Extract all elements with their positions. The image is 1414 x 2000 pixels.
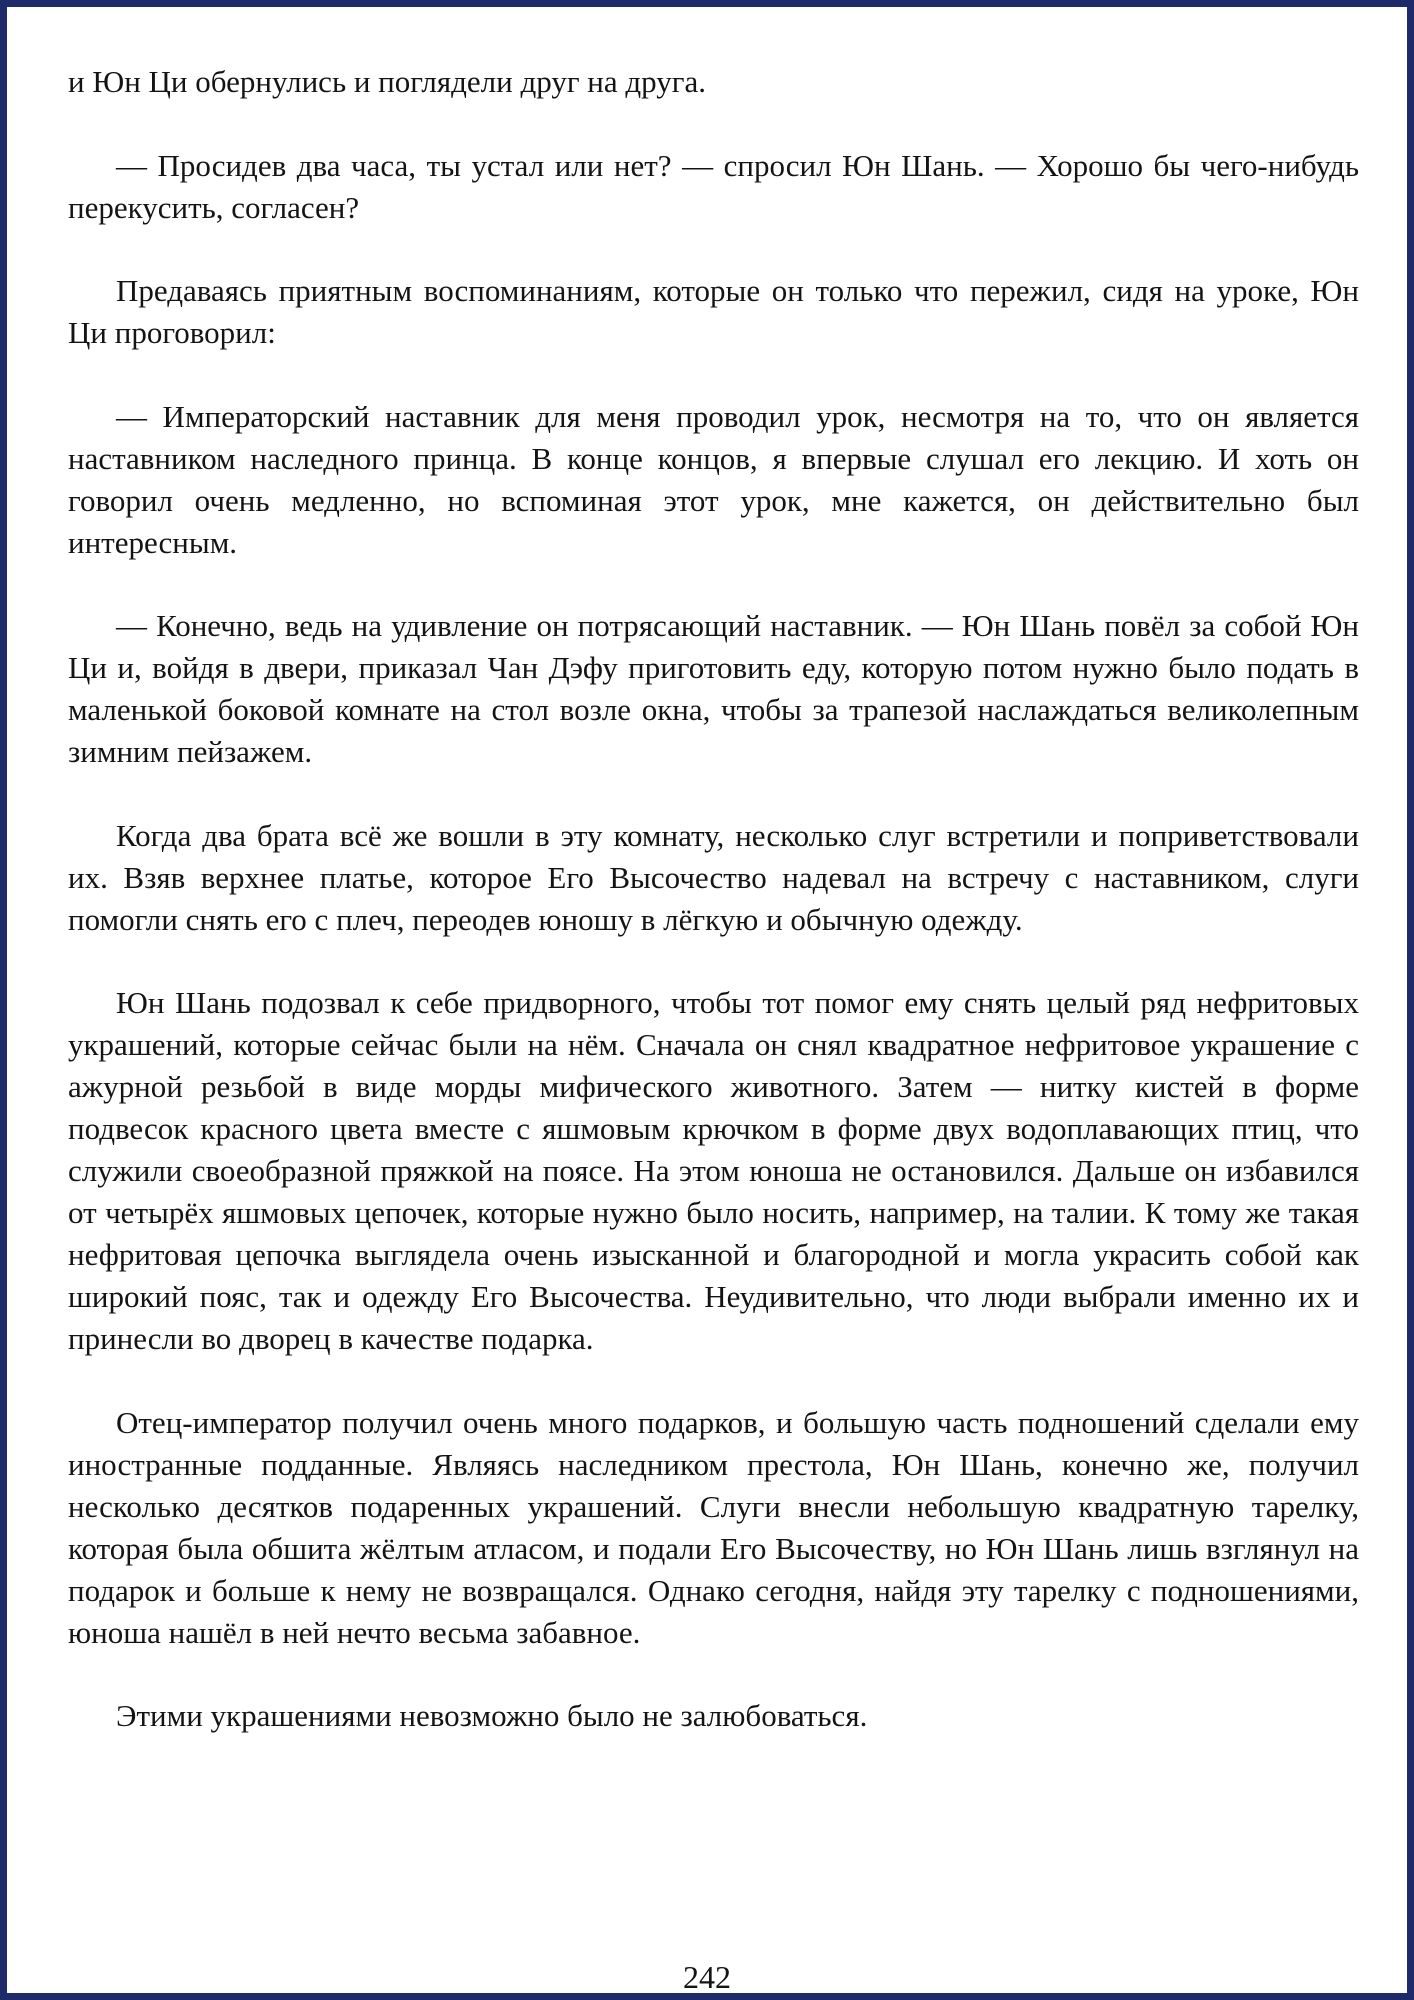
paragraph-9: Этими украшениями невозможно было не залюбоваться. — [116, 1698, 868, 1733]
paragraph-2: — Просидев два часа, ты устал или нет? — спросил Юн Шань. — Хорошо бы чего-нибудь перекусить, согласен? — [68, 147, 1359, 225]
paragraph-1: и Юн Ци обернулись и поглядели друг на друга. — [68, 64, 706, 99]
page-number: 242 — [683, 1959, 731, 1995]
paragraph-5: — Конечно, ведь на удивление он потрясающий наставник. — Юн Шань повёл за собой Юн Ци и, войдя в двери, приказал Чан Дэфу приготовить еду, которую потом нужно было подать в маленькой боковой комнате на стол возле окна, чтобы за трапезой наслаждаться великолепным зимним пейзажем. — [68, 608, 1359, 769]
paragraph-8: Отец-император получил очень много подарков, и большую часть подношений сделали ему иностранные подданные. Являясь наследником престола, Юн Шань, конечно же, получил несколько десятков подаренных украшений. Слуги внесли небольшую квадратную тарелку, которая была обшита жёлтым атласом, и подали Его Высочеству, но Юн Шань лишь взглянул на подарок и больше к нему не возвращался. Однако сегодня, найдя эту тарелку с подношениями, юноша нашёл в ней нечто весьма забавное. — [68, 1404, 1359, 1650]
paragraph-6: Когда два брата всё же вошли в эту комнату, несколько слуг встретили и поприветствовали их. Взяв верхнее платье, которое Его Высочество надевал на встречу с наставником, слуги помогли снять его с плеч, переодев юношу в лёгкую и обычную одежду. — [68, 817, 1359, 937]
paragraph-4: — Императорский наставник для меня проводил урок, несмотря на то, что он является наставником наследного принца. В конце концов, я впервые слушал его лекцию. И хоть он говорил очень медленно, но вспоминая этот урок, мне кажется, он действительно был интересным. — [68, 398, 1359, 560]
paragraph-7: Юн Шань подозвал к себе придворного, чтобы тот помог ему снять целый ряд нефритовых украшений, которые сейчас были на нём. Сначала он снял квадратное нефритовое украшение с ажурной резьбой в виде морды мифического животного. Затем — нитку кистей в форме подвесок красного цвета вместе с яшмовым крючком в форме двух водоплавающих птиц, что служили своеобразной пряжкой на поясе. На этом юноша не остановился. Дальше он избавился от четырёх яшмовых цепочек, которые нужно было носить, например, на талии. К тому же такая нефритовая цепочка выглядела очень изысканной и благородной и могла украсить собой как широкий пояс, так и одежду Его Высочества. Неудивительно, что люди выбрали именно их и принесли во дворец в качестве подарка. — [68, 985, 1359, 1356]
paragraph-3: Предаваясь приятным воспоминаниям, которые он только что пережил, сидя на уроке, Юн Ци проговорил: — [68, 273, 1359, 350]
page-text-body — [68, 61, 1359, 1779]
